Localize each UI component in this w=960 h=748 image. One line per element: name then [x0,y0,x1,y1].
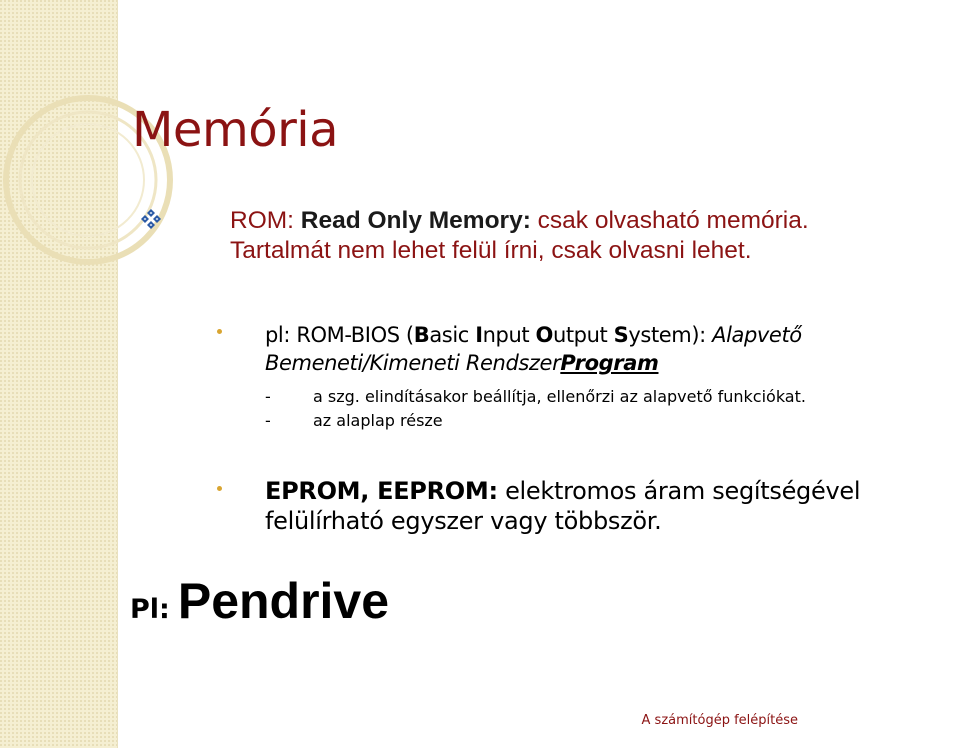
rom-prefix: ROM: [230,207,301,234]
list-item [265,386,806,408]
bios-w4: ystem): [628,323,713,347]
eprom-paragraph [265,476,955,536]
rom-bold-term: Read Only Memory: [300,207,531,234]
dash-marker: - [265,387,271,406]
bios-paragraph [265,321,955,377]
rom-rest: csak olvasható memória. [530,207,809,234]
bios-s: S [613,323,629,347]
dash-marker: - [265,411,271,430]
bios-w1: asic [429,323,476,347]
eprom-bold-term: EPROM, EEPROM: [265,477,498,505]
bios-prefix: pl: ROM-BIOS ( [265,323,414,347]
pl-label: Pl: [130,594,170,625]
bios-b: B [413,323,430,347]
slide-footer: A számítógép felépítése [641,713,798,728]
pendrive-word: Pendrive [177,573,390,629]
bios-o: O [535,323,553,347]
pendrive-example [130,572,389,630]
dot-bullet-icon [217,486,222,491]
sub-item-text: az alaplap része [313,411,443,430]
dot-bullet-icon [217,329,222,334]
list-item [265,410,443,432]
bios-i: I [475,323,483,347]
rom-line2: Tartalmát nem lehet felül írni, csak olvasni lehet. [230,237,752,264]
eprom-rest: elektromos áram segítségével felülírható egyszer vagy többször. [265,477,861,535]
sub-item-text: a szg. elindításakor beállítja, ellenőrzi az alapvető funkciókat. [313,387,806,406]
bios-italic-text: Alapvető Bemeneti/Kimeneti Rendszer [265,323,802,375]
rom-paragraph [230,206,950,266]
bios-underlined-text: Program [560,351,659,375]
bios-w3: utput [552,323,614,347]
four-diamond-cluster-icon [138,206,164,232]
bios-w2: nput [482,323,536,347]
slide-title: Memória [132,102,339,158]
